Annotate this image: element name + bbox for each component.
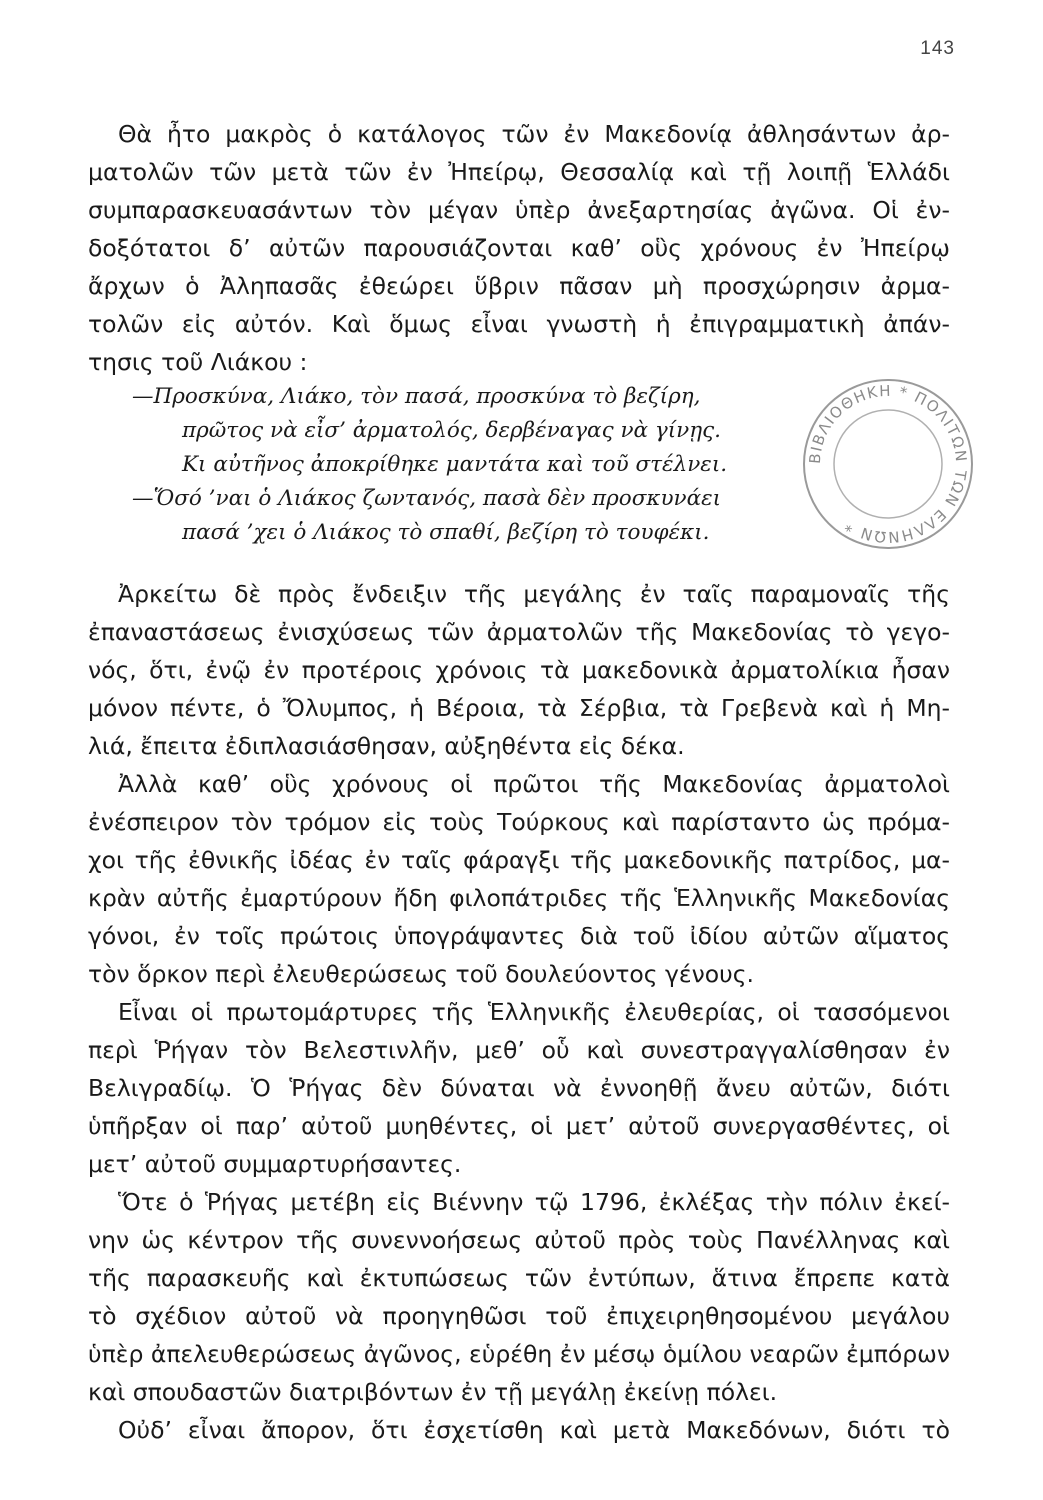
text-line: τολῶν εἰς αὐτόν. Καὶ ὅμως εἶναι γνωστὴ ἡ ἐπιγραμματικὴ ἀπάν- — [88, 310, 950, 338]
page-number: 143 — [920, 38, 955, 59]
text-line: Ἀλλὰ καθ’ οὓς χρόνους οἱ πρῶτοι τῆς Μακεδονίας ἀρματολοὶ — [118, 770, 950, 798]
text-line: γόνοι, ἐν τοῖς πρώτοις ὑπογράψαντες διὰ τοῦ ἰδίου αὐτῶν αἵματος — [88, 922, 950, 950]
poem-line: —Ὅσό ’ναι ὁ Λιάκος ζωντανός, πασὰ δὲν προσκυνάει — [132, 486, 722, 511]
text-line: ἐπαναστάσεως ἐνισχύσεως τῶν ἀρματολῶν τῆς Μακεδονίας τὸ γεγο- — [88, 618, 950, 646]
text-line: συμπαρασκευασάντων τὸν μέγαν ὑπὲρ ἀνεξαρτησίας ἀγῶνα. Οἱ ἐν- — [88, 196, 950, 224]
library-stamp — [800, 376, 976, 552]
text-line: Εἶναι οἱ πρωτομάρτυρες τῆς Ἑλληνικῆς ἐλευθερίας, οἱ τασσόμενοι — [118, 998, 950, 1026]
text-line: ὑπῆρξαν οἱ παρ’ αὐτοῦ μυηθέντες, οἱ μετ’ αὐτοῦ συνεργασθέντες, οἱ — [88, 1112, 950, 1140]
text-line: τῆς παρασκευῆς καὶ ἐκτυπώσεως τῶν ἐντύπων, ἅτινα ἔπρεπε κατὰ — [88, 1264, 950, 1292]
poem — [132, 380, 812, 550]
text-line: ἄρχων ὁ Ἀληπασᾶς ἐθεώρει ὕβριν πᾶσαν μὴ προσχώρησιν ἀρμα- — [88, 272, 950, 300]
text-line: ματολῶν τῶν μετὰ τῶν ἐν Ἠπείρῳ, Θεσσαλίᾳ καὶ τῇ λοιπῇ Ἑλλάδι — [88, 158, 950, 186]
poem-line: Κι αὐτῆνος ἀποκρίθηκε μαντάτα καὶ τοῦ στέλνει. — [182, 452, 728, 477]
text-line: περὶ Ῥήγαν τὸν Βελεστινλῆν, μεθ’ οὗ καὶ συνεστραγγαλίσθησαν ἐν — [88, 1036, 950, 1064]
paragraph-1 — [88, 115, 950, 381]
text-line: Ἀρκείτω δὲ πρὸς ἔνδειξιν τῆς μεγάλης ἐν ταῖς παραμοναῖς τῆς — [118, 580, 950, 608]
text-line: ὑπὲρ ἀπελευθερώσεως ἀγῶνος, εὑρέθη ἐν μέσῳ ὁμίλου νεαρῶν ἐμπόρων — [88, 1340, 950, 1368]
text-line: Θὰ ἦτο μακρὸς ὁ κατάλογος τῶν ἐν Μακεδονίᾳ ἀθλησάντων ἀρ- — [118, 120, 950, 148]
poem-line: —Προσκύνα, Λιάκο, τὸν πασά, προσκύνα τὸ βεζίρη, — [132, 384, 701, 409]
text-line: μόνον πέντε, ὁ Ὄλυμπος, ἡ Βέροια, τὰ Σέρβια, τὰ Γρεβενὰ καὶ ἡ Μη- — [88, 694, 950, 722]
paragraph-2 — [88, 575, 950, 765]
text-line: Βελιγραδίῳ. Ὁ Ῥήγας δὲν δύναται νὰ ἐννοηθῇ ἄνευ αὐτῶν, διότι — [88, 1074, 950, 1102]
paragraph-3 — [88, 765, 950, 993]
stamp-outer-ring — [804, 380, 972, 548]
text-line: μετ’ αὐτοῦ συμμαρτυρήσαντες. — [88, 1150, 462, 1178]
text-line: Ὅτε ὁ Ῥήγας μετέβη εἰς Βιέννην τῷ 1796, ἐκλέξας τὴν πόλιν ἐκεί- — [118, 1188, 950, 1216]
text-line: νός, ὅτι, ἐνῷ ἐν προτέροις χρόνοις τὰ μακεδονικὰ ἀρματολίκια ἦσαν — [88, 656, 950, 684]
text-line: χοι τῆς ἐθνικῆς ἰδέας ἐν ταῖς φάραγξι τῆς μακεδονικῆς πατρίδος, μα- — [88, 846, 950, 874]
text-line: ἐνέσπειρον τὸν τρόμον εἰς τοὺς Τούρκους καὶ παρίσταντο ὡς πρόμα- — [88, 808, 950, 836]
text-line: δοξότατοι δ’ αὐτῶν παρουσιάζονται καθ’ οὓς χρόνους ἐν Ἠπείρῳ — [88, 234, 950, 262]
text-line: τὸ σχέδιον αὐτοῦ νὰ προηγηθῶσι τοῦ ἐπιχειρηθησομένου μεγάλου — [88, 1302, 950, 1330]
stamp-inner-ring — [834, 410, 942, 518]
text-line: νην ὡς κέντρον τῆς συνεννοήσεως αὐτοῦ πρὸς τοὺς Πανέλληνας καὶ — [88, 1226, 950, 1254]
text-line: κρὰν αὐτῆς ἐμαρτύρουν ἤδη φιλοπάτριδες τῆς Ἑλληνικῆς Μακεδονίας — [88, 884, 950, 912]
text-line: τησις τοῦ Λιάκου : — [88, 348, 308, 376]
poem-line: πρῶτος νὰ εἶσ’ ἀρματολός, δερβέναγας νὰ γίνῃς. — [182, 418, 721, 443]
text-line: καὶ σπουδαστῶν διατριβόντων ἐν τῇ μεγάλῃ ἐκείνῃ πόλει. — [88, 1378, 778, 1406]
text-line: τὸν ὅρκον περὶ ἐλευθερώσεως τοῦ δουλεύοντος γένους. — [88, 960, 754, 988]
text-line: Οὐδ’ εἶναι ἄπορον, ὅτι ἐσχετίσθη καὶ μετὰ Μακεδόνων, διότι τὸ — [118, 1416, 950, 1444]
paragraph-4 — [88, 993, 950, 1183]
poem-line: πασά ’χει ὁ Λιάκος τὸ σπαθί, βεζίρη τὸ τουφέκι. — [182, 520, 710, 545]
paragraph-6 — [88, 1411, 950, 1449]
stamp-text: ΒΙΒΛΙΟΘΗΚΗ * ΠΟΛΙΤΩΝ ΤΩΝ ΕΛΛΗΝΩΝ * — [805, 381, 971, 547]
paragraph-5 — [88, 1183, 950, 1411]
text-line: λιά, ἔπειτα ἐδιπλασιάσθησαν, αὐξηθέντα εἰς δέκα. — [88, 732, 685, 760]
